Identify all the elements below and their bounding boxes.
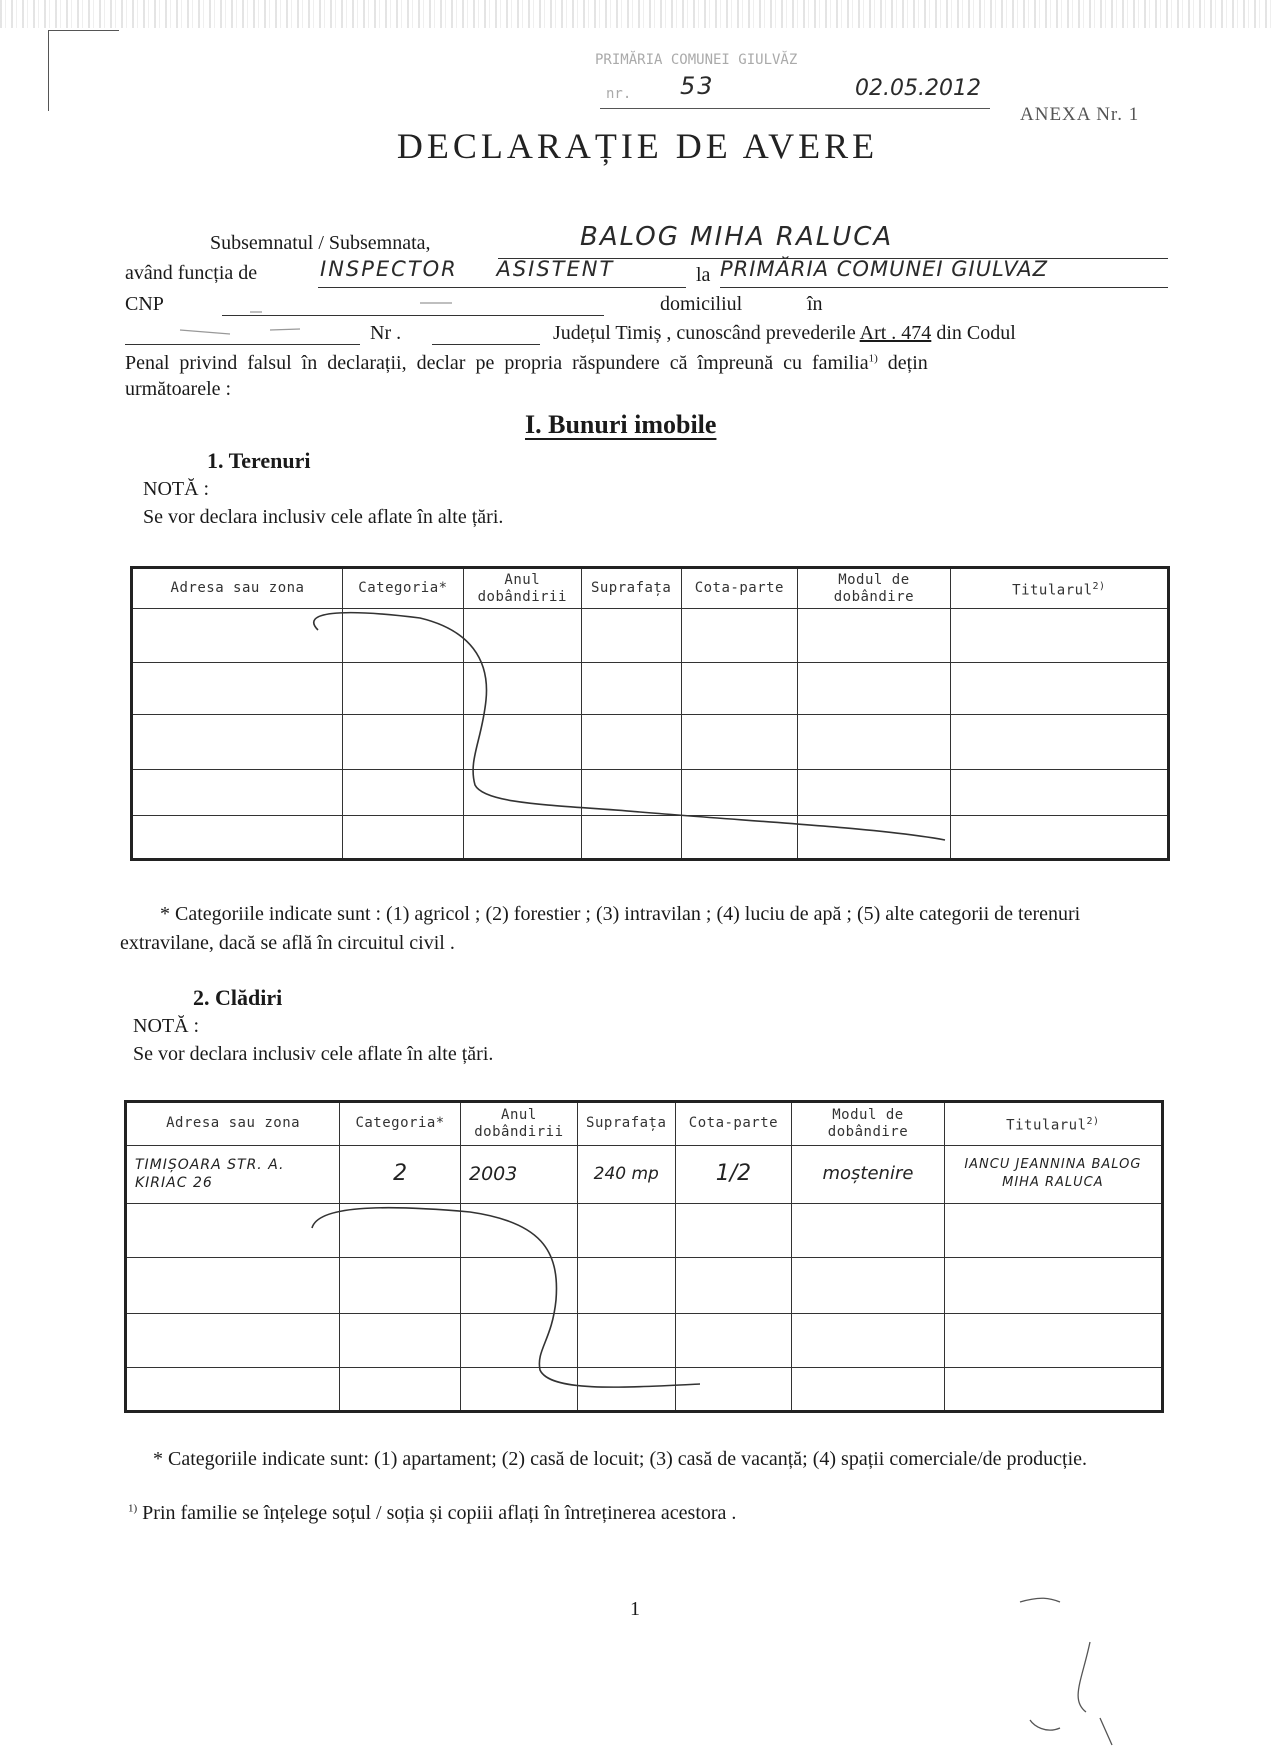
penal-text: Penal privind falsul în declarații, declar pe propria răspundere că împreună cu familia (125, 352, 869, 374)
table-row (132, 609, 1169, 663)
cell (681, 815, 798, 859)
col-header-titularul (950, 568, 1168, 609)
cell (581, 769, 681, 815)
cell (944, 1258, 1162, 1314)
cell (792, 1314, 945, 1368)
cell (792, 1368, 945, 1412)
cell (681, 609, 798, 663)
detin-text: dețin (887, 352, 928, 374)
cell-titularul: IANCU JEANNINA BALOG MIHA RALUCA (944, 1145, 1162, 1203)
corner-mark (48, 30, 119, 111)
anexa-label: ANEXA Nr. 1 (1020, 104, 1140, 125)
cell (343, 663, 464, 715)
cell (581, 609, 681, 663)
penal-text-line (125, 352, 928, 375)
functia-label: având funcția de (125, 262, 258, 284)
cell (950, 663, 1168, 715)
col-header-suprafata: Suprafața (581, 568, 681, 609)
cell (675, 1314, 792, 1368)
cell (792, 1258, 945, 1314)
terenuri-table (130, 566, 1170, 861)
registry-stamp-faded: PRIMĂRIA COMUNEI GIULVĂZ (595, 52, 798, 68)
cell (340, 1314, 461, 1368)
cell (950, 815, 1168, 859)
table-row (132, 769, 1169, 815)
cell (132, 769, 343, 815)
footnote-terenuri: * Categoriile indicate sunt : (1) agricol ; (2) forestier ; (3) intravilan ; (4) luciu de apă ; (5) alte categorii de terenuri extravilane, dacă se află în circuitul civil . (120, 903, 1081, 954)
cell-anul: 2003 (460, 1145, 577, 1203)
col-header-anul: Anul dobândirii (460, 1102, 577, 1146)
footnote-cladiri: * Categoriile indicate sunt: (1) apartament; (2) casă de locuit; (3) casă de vacanță; (4) spații comerciale/de producție. (153, 1448, 1088, 1470)
cell (340, 1258, 461, 1314)
footnote-family (128, 1502, 736, 1525)
cell (581, 715, 681, 769)
cell (126, 1258, 340, 1314)
nota-text: Se vor declara inclusiv cele aflate în alte țări. (143, 506, 504, 528)
cell (798, 769, 951, 815)
col-header-adresa: Adresa sau zona (132, 568, 343, 609)
table-row (126, 1368, 1163, 1412)
cell (577, 1258, 675, 1314)
registry-stamp (600, 72, 990, 112)
page-title: DECLARAȚIE DE AVERE (396, 126, 879, 166)
cladiri-table (124, 1100, 1164, 1413)
cell-suprafata: 240 mp (577, 1145, 675, 1203)
stamp-nr-label: nr. (606, 86, 632, 102)
cell (675, 1368, 792, 1412)
cell (463, 715, 581, 769)
scan-noise-band (0, 0, 1275, 28)
cell (132, 609, 343, 663)
address-underline (125, 344, 360, 345)
col-header-modul: Modul de dobândire (798, 568, 951, 609)
stamp-underline (600, 108, 990, 109)
nota-label: NOTĂ : (143, 478, 210, 500)
table-row (126, 1258, 1163, 1314)
cell (340, 1368, 461, 1412)
titular-sup: 2) (1092, 580, 1106, 592)
cell (798, 815, 951, 859)
nr-underline (432, 344, 540, 345)
cell (463, 609, 581, 663)
cell-adresa: TIMIȘOARA STR. A. KIRIAC 26 (126, 1145, 340, 1203)
declarant-name: BALOG MIHA RALUCA (580, 222, 894, 252)
cell (132, 663, 343, 715)
in-label: în (807, 293, 823, 315)
col-header-categoria: Categoria* (343, 568, 464, 609)
col-header-cota: Cota-parte (675, 1102, 792, 1146)
col-header-adresa: Adresa sau zona (126, 1102, 340, 1146)
cell (577, 1203, 675, 1257)
col-header-categoria: Categoria* (340, 1102, 461, 1146)
signature-mark (1020, 1598, 1112, 1745)
cell (460, 1314, 577, 1368)
domiciliul-label: domiciliul (660, 293, 743, 315)
note-ref: 1) (868, 352, 878, 365)
cnp-underline (222, 315, 604, 316)
cell (460, 1368, 577, 1412)
cell (950, 609, 1168, 663)
cell (681, 769, 798, 815)
table-row (126, 1314, 1163, 1368)
cell (944, 1203, 1162, 1257)
cnp-redaction-marks (180, 303, 452, 334)
subsemnatul-label: Subsemnatul / Subsemnata, (210, 232, 431, 254)
la-label: la (696, 264, 711, 286)
terenuri-header-row (132, 568, 1169, 609)
cell (463, 663, 581, 715)
col-header-titularul (944, 1102, 1162, 1146)
cell (463, 769, 581, 815)
footnote-family-text: Prin familie se înțelege soțul / soția și copiii aflați în întreținerea acestora . (142, 1502, 737, 1524)
table-row (132, 815, 1169, 859)
cnp-label: CNP (125, 293, 164, 315)
subsection-cladiri: 2. Clădiri (193, 985, 283, 1010)
cell-categoria: 2 (340, 1145, 461, 1203)
cell (463, 815, 581, 859)
cell (126, 1314, 340, 1368)
stamp-date: 02.05.2012 (855, 76, 981, 101)
din-codul: din Codul (936, 322, 1016, 344)
cell (950, 715, 1168, 769)
col-header-cota: Cota-parte (681, 568, 798, 609)
footnote-family-ref: 1) (128, 1502, 138, 1515)
institutia-underline (720, 287, 1168, 288)
cell (675, 1258, 792, 1314)
cell (577, 1368, 675, 1412)
nota2-label: NOTĂ : (133, 1015, 200, 1037)
table-row (126, 1145, 1163, 1203)
cladiri-header-row (126, 1102, 1163, 1146)
cell (798, 609, 951, 663)
cell (581, 815, 681, 859)
titular-label: Titularul (1006, 1117, 1087, 1134)
cell (950, 769, 1168, 815)
cell (132, 715, 343, 769)
table-row (132, 663, 1169, 715)
cell (798, 663, 951, 715)
art-reference: Art . 474 (859, 322, 932, 344)
stamp-number: 53 (680, 72, 715, 100)
cell (132, 815, 343, 859)
titular-label: Titularul (1012, 582, 1093, 599)
subsection-terenuri: 1. Terenuri (207, 448, 311, 473)
judet-text (553, 322, 1016, 345)
cell (944, 1314, 1162, 1368)
cell (460, 1258, 577, 1314)
functia-value: INSPECTOR ASISTENT (320, 257, 615, 281)
cell (798, 715, 951, 769)
table-row (132, 715, 1169, 769)
col-header-anul: Anul dobândirii (463, 568, 581, 609)
cell-cota: 1/2 (675, 1145, 792, 1203)
nota2-text: Se vor declara inclusiv cele aflate în alte țări. (133, 1043, 494, 1065)
institutia-value: PRIMĂRIA COMUNEI GIULVAZ (720, 257, 1048, 281)
cell (944, 1368, 1162, 1412)
cell (460, 1203, 577, 1257)
cell (675, 1203, 792, 1257)
col-header-modul: Modul de dobândire (792, 1102, 945, 1146)
cell-modul: moștenire (792, 1145, 945, 1203)
cell (343, 769, 464, 815)
cell (343, 815, 464, 859)
cell (340, 1203, 461, 1257)
cell (681, 663, 798, 715)
cell (126, 1203, 340, 1257)
cell (577, 1314, 675, 1368)
cell (792, 1203, 945, 1257)
urmatoarele-text: următoarele : (125, 378, 232, 400)
cell (343, 609, 464, 663)
page-number: 1 (630, 1598, 640, 1620)
functia-underline (318, 287, 686, 288)
table-row (126, 1203, 1163, 1257)
section-title: I. Bunuri imobile (525, 410, 717, 439)
titular-sup: 2) (1086, 1116, 1100, 1128)
cell (126, 1368, 340, 1412)
cell (343, 715, 464, 769)
cell (681, 715, 798, 769)
col-header-suprafata: Suprafața (577, 1102, 675, 1146)
judet-label: Județul Timiș , cunoscând prevederile (553, 322, 856, 344)
cell (581, 663, 681, 715)
nr-label: Nr . (370, 322, 402, 344)
